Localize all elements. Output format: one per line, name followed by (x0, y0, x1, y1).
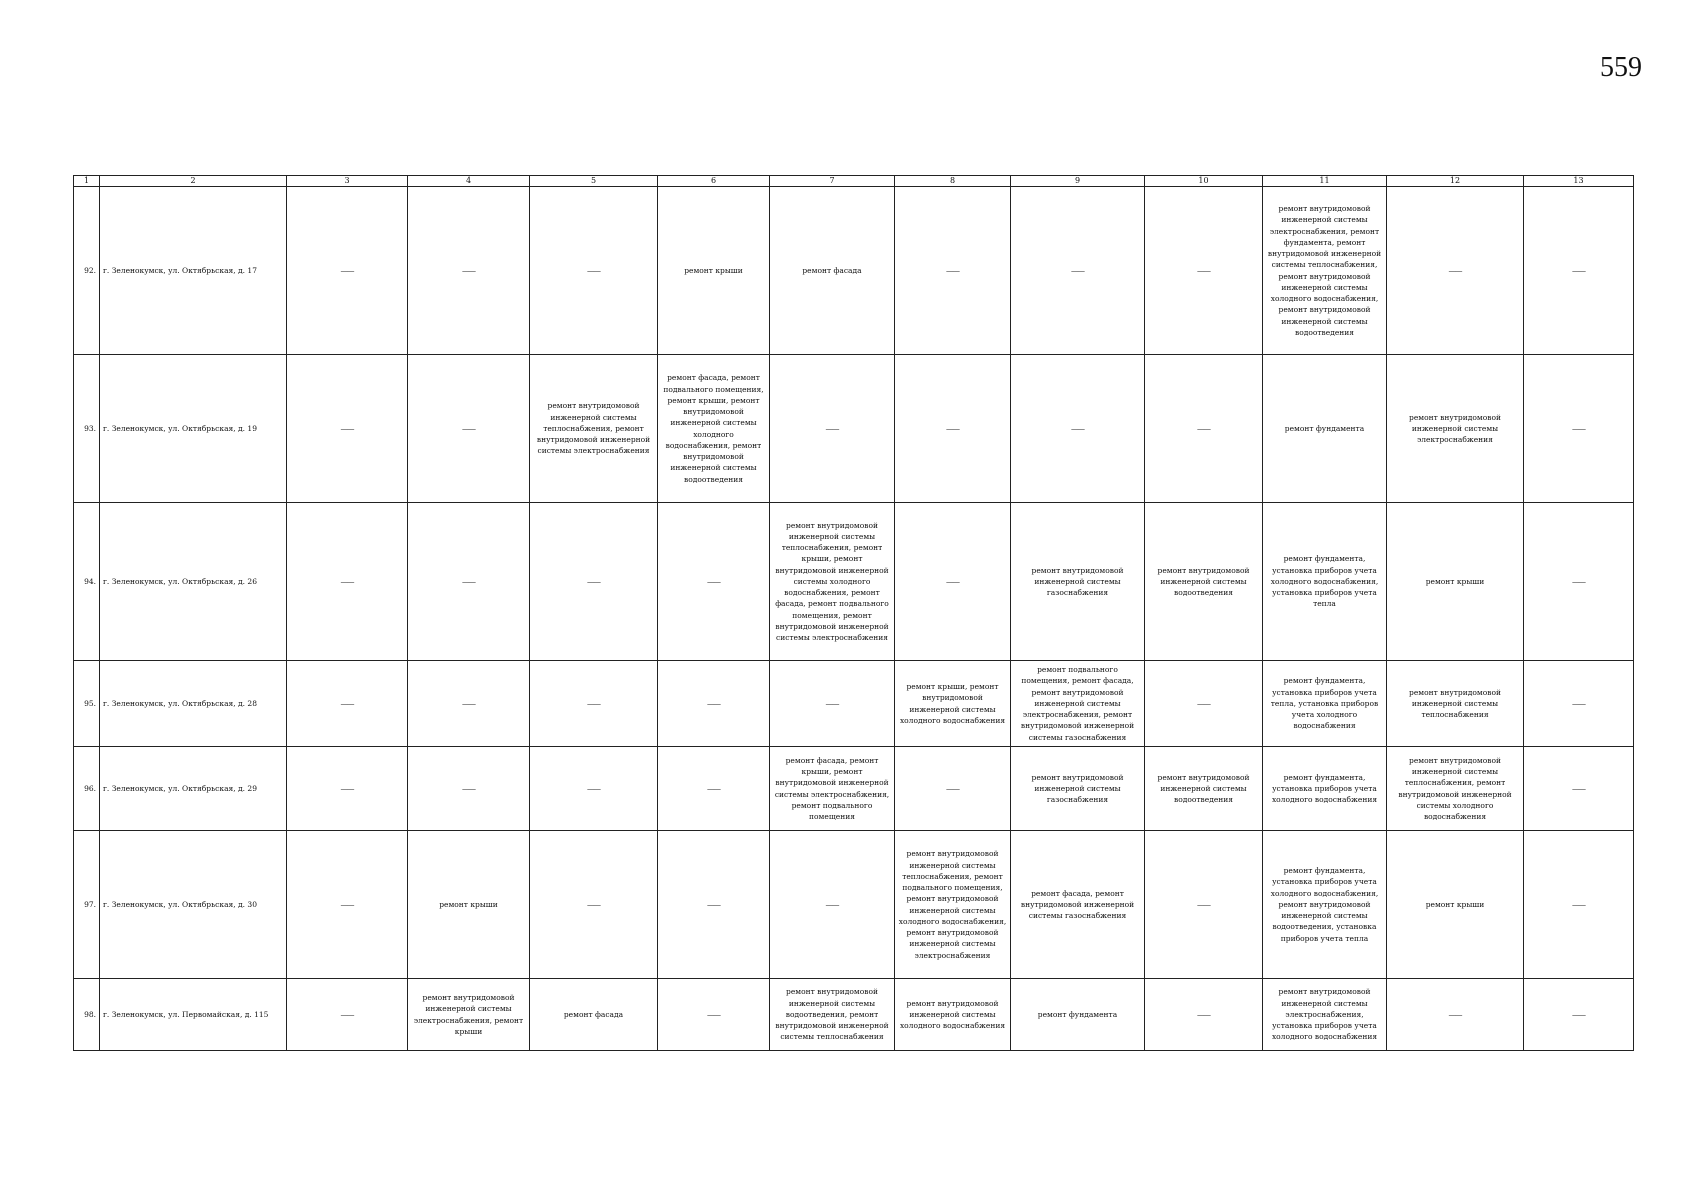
row-number: 98. (74, 979, 100, 1051)
column-number: 1 (74, 176, 100, 187)
work-cell: ремонт фасада (530, 979, 658, 1051)
work-cell: ремонт внутридомовой инженерной системы теплоснабжения (1387, 661, 1524, 747)
work-cell: ремонт фундамента, установка приборов учета холодного водоснабжения, установка приборов учета тепла (1263, 503, 1387, 661)
work-cell: ремонт фундамента, установка приборов учета холодного водоснабжения, ремонт внутридомовой инженерной системы водоотведения, установка приборов учета тепла (1263, 831, 1387, 979)
column-number-row (74, 176, 1634, 187)
work-cell: —— (1524, 747, 1634, 831)
work-cell: ремонт внутридомовой инженерной системы холодного водоснабжения (895, 979, 1011, 1051)
work-cell: —— (287, 187, 408, 355)
work-cell: ремонт внутридомовой инженерной системы теплоснабжения, ремонт внутридомовой инженерной системы электроснабжения (530, 355, 658, 503)
work-cell: ремонт фундамента, установка приборов учета тепла, установка приборов учета холодного водоснабжения (1263, 661, 1387, 747)
address-cell: г. Зеленокумск, ул. Октябрьская, д. 19 (100, 355, 287, 503)
work-cell: —— (1387, 979, 1524, 1051)
work-cell: —— (1387, 187, 1524, 355)
work-cell: —— (1524, 831, 1634, 979)
work-cell: —— (530, 831, 658, 979)
column-number: 10 (1145, 176, 1263, 187)
column-number: 4 (408, 176, 530, 187)
work-cell: —— (1145, 355, 1263, 503)
work-cell: ремонт внутридомовой инженерной системы газоснабжения (1011, 503, 1145, 661)
address-cell: г. Зеленокумск, ул. Октябрьская, д. 29 (100, 747, 287, 831)
work-cell: ремонт внутридомовой инженерной системы электроснабжения, ремонт крыши (408, 979, 530, 1051)
column-number: 5 (530, 176, 658, 187)
column-number: 8 (895, 176, 1011, 187)
work-cell: —— (408, 747, 530, 831)
work-cell: —— (530, 187, 658, 355)
work-cell: —— (895, 503, 1011, 661)
row-number: 92. (74, 187, 100, 355)
address-cell: г. Зеленокумск, ул. Октябрьская, д. 28 (100, 661, 287, 747)
work-cell: —— (1524, 355, 1634, 503)
work-cell: —— (530, 661, 658, 747)
work-cell: —— (658, 747, 770, 831)
work-cell: ремонт фундамента (1263, 355, 1387, 503)
work-cell: —— (770, 355, 895, 503)
work-cell: —— (408, 355, 530, 503)
work-cell: ремонт фасада, ремонт крыши, ремонт внутридомовой инженерной системы электроснабжения, ремонт подвального помещения (770, 747, 895, 831)
column-number: 3 (287, 176, 408, 187)
row-number: 93. (74, 355, 100, 503)
work-cell: —— (1011, 355, 1145, 503)
work-cell: ремонт крыши (1387, 831, 1524, 979)
work-cell: ремонт фундамента (1011, 979, 1145, 1051)
table-row (74, 355, 1634, 503)
work-cell: —— (895, 747, 1011, 831)
work-cell: —— (1524, 187, 1634, 355)
row-number: 96. (74, 747, 100, 831)
work-cell: —— (287, 747, 408, 831)
work-cell: ремонт внутридомовой инженерной системы газоснабжения (1011, 747, 1145, 831)
work-cell: —— (1145, 831, 1263, 979)
work-cell: —— (770, 661, 895, 747)
row-number: 97. (74, 831, 100, 979)
table-row (74, 661, 1634, 747)
work-cell: ремонт внутридомовой инженерной системы электроснабжения, ремонт фундамента, ремонт внутридомовой инженерной системы теплоснабжения, ремонт внутридомовой инженерной системы холодного водоснабжения, ремонт внутридомовой инженерной системы водоотведения (1263, 187, 1387, 355)
work-cell: ремонт фасада, ремонт внутридомовой инженерной системы газоснабжения (1011, 831, 1145, 979)
work-cell: ремонт крыши (1387, 503, 1524, 661)
work-cell: —— (287, 831, 408, 979)
table-row (74, 831, 1634, 979)
work-cell: ремонт внутридомовой инженерной системы электроснабжения, установка приборов учета холодного водоснабжения (1263, 979, 1387, 1051)
work-cell: ремонт внутридомовой инженерной системы теплоснабжения, ремонт крыши, ремонт внутридомовой инженерной системы холодного водоснабжения, ремонт фасада, ремонт подвального помещения, ремонт внутридомовой инженерной системы электроснабжения (770, 503, 895, 661)
work-cell: —— (658, 661, 770, 747)
work-cell: —— (287, 979, 408, 1051)
column-number: 6 (658, 176, 770, 187)
work-cell: —— (1011, 187, 1145, 355)
work-cell: —— (408, 187, 530, 355)
work-cell: —— (1524, 979, 1634, 1051)
work-cell: —— (895, 355, 1011, 503)
work-cell: —— (658, 503, 770, 661)
table-row (74, 747, 1634, 831)
column-number: 12 (1387, 176, 1524, 187)
work-cell: ремонт крыши, ремонт внутридомовой инженерной системы холодного водоснабжения (895, 661, 1011, 747)
work-cell: —— (658, 979, 770, 1051)
work-cell: —— (287, 661, 408, 747)
work-cell: ремонт крыши (658, 187, 770, 355)
work-cell: ремонт фундамента, установка приборов учета холодного водоснабжения (1263, 747, 1387, 831)
row-number: 95. (74, 661, 100, 747)
column-number: 9 (1011, 176, 1145, 187)
work-cell: ремонт внутридомовой инженерной системы водоотведения (1145, 747, 1263, 831)
address-cell: г. Зеленокумск, ул. Октябрьская, д. 30 (100, 831, 287, 979)
work-cell: ремонт внутридомовой инженерной системы электроснабжения (1387, 355, 1524, 503)
work-cell: ремонт внутридомовой инженерной системы водоотведения (1145, 503, 1263, 661)
column-number: 11 (1263, 176, 1387, 187)
column-number: 2 (100, 176, 287, 187)
address-cell: г. Зеленокумск, ул. Первомайская, д. 115 (100, 979, 287, 1051)
work-cell: —— (530, 747, 658, 831)
work-cell: —— (1524, 661, 1634, 747)
work-cell: ремонт фасада (770, 187, 895, 355)
column-number: 13 (1524, 176, 1634, 187)
work-cell: —— (1145, 979, 1263, 1051)
work-cell: —— (895, 187, 1011, 355)
work-cell: —— (1524, 503, 1634, 661)
work-cell: ремонт крыши (408, 831, 530, 979)
work-cell: —— (1145, 661, 1263, 747)
work-cell: —— (1145, 187, 1263, 355)
work-cell: —— (287, 355, 408, 503)
row-number: 94. (74, 503, 100, 661)
work-cell: ремонт внутридомовой инженерной системы водоотведения, ремонт внутридомовой инженерной системы теплоснабжения (770, 979, 895, 1051)
address-cell: г. Зеленокумск, ул. Октябрьская, д. 26 (100, 503, 287, 661)
table-row (74, 979, 1634, 1051)
work-cell: —— (530, 503, 658, 661)
work-cell: ремонт внутридомовой инженерной системы теплоснабжения, ремонт внутридомовой инженерной системы холодного водоснабжения (1387, 747, 1524, 831)
work-cell: —— (408, 503, 530, 661)
repair-schedule-table (73, 175, 1634, 1051)
work-cell: ремонт внутридомовой инженерной системы теплоснабжения, ремонт подвального помещения, ремонт внутридомовой инженерной системы холодного водоснабжения, ремонт внутридомовой инженерной системы электроснабжения (895, 831, 1011, 979)
work-cell: —— (770, 831, 895, 979)
column-number: 7 (770, 176, 895, 187)
work-cell: —— (408, 661, 530, 747)
table-row (74, 187, 1634, 355)
work-cell: —— (287, 503, 408, 661)
page-number: 559 (1600, 52, 1642, 83)
work-cell: ремонт подвального помещения, ремонт фасада, ремонт внутридомовой инженерной системы электроснабжения, ремонт внутридомовой инженерной системы газоснабжения (1011, 661, 1145, 747)
address-cell: г. Зеленокумск, ул. Октябрьская, д. 17 (100, 187, 287, 355)
work-cell: —— (658, 831, 770, 979)
table-row (74, 503, 1634, 661)
work-cell: ремонт фасада, ремонт подвального помещения, ремонт крыши, ремонт внутридомовой инженерной системы холодного водоснабжения, ремонт внутридомовой инженерной системы водоотведения (658, 355, 770, 503)
